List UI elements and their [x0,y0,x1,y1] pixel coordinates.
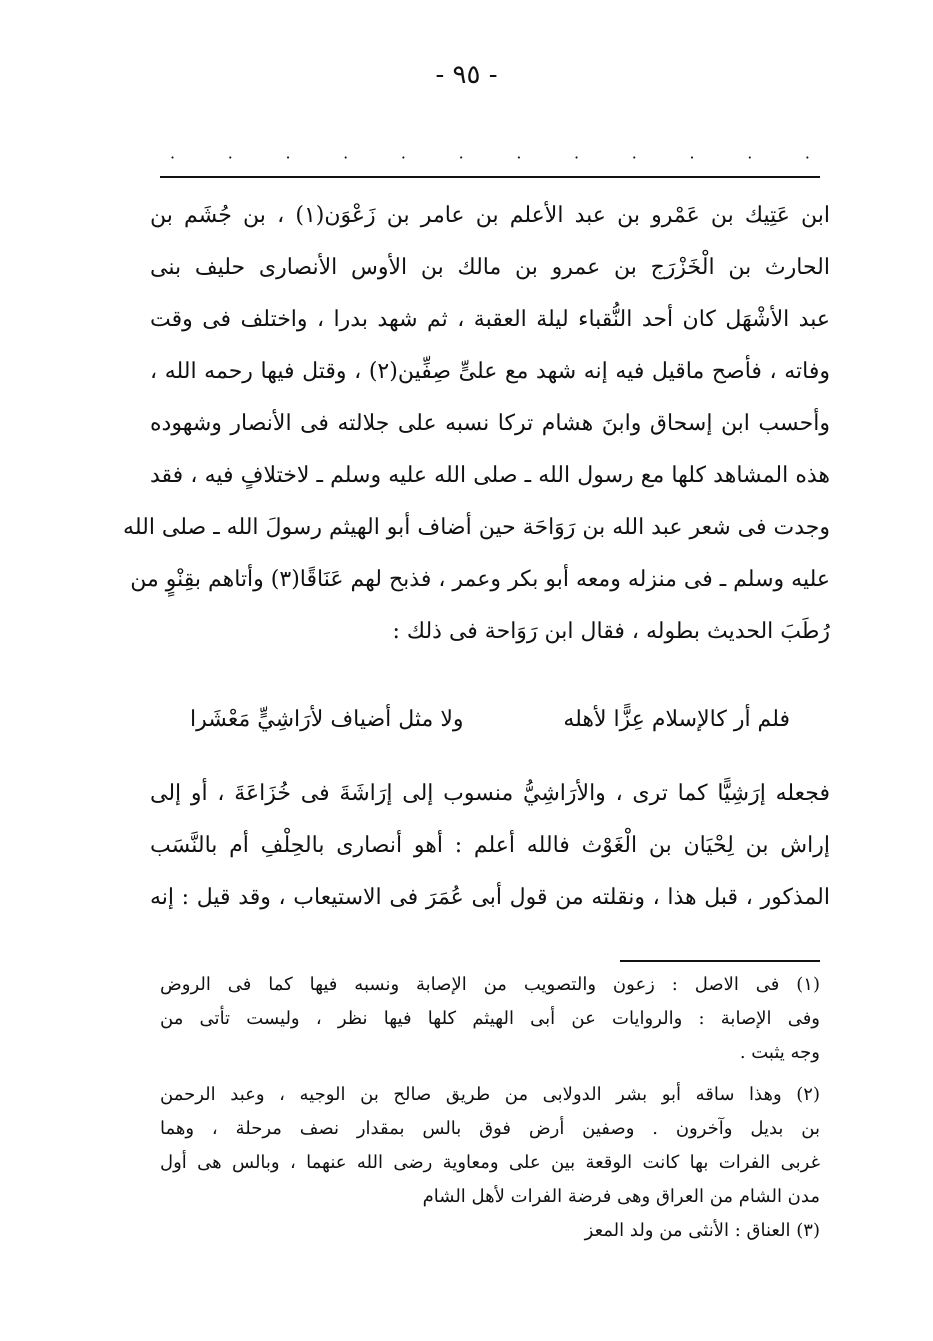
footnote-rule [620,960,820,962]
header-dot: · [170,148,176,167]
footnote-line: وجه يثبت . [739,1042,820,1063]
poetry-verse [190,695,790,745]
body-line: هذه المشاهد كلها مع رسول الله ـ صلى الله عليه وسلم ـ لاختلافٍ فيه ، فقد [150,463,830,488]
footnote-line: بن بديل وآخرون . وصفين أرض فوق بالس بمقدار نصف مرحلة ، وهما [160,1118,820,1139]
body-line: وجدت فى شعر عبد الله بن رَوَاحَة حين أضاف أبو الهيثم رسولَ الله ـ صلى الله [123,515,830,540]
footnotes [160,968,820,1248]
footnote-line: (٢) وهذا ساقه أبو بشر الدولابى من طريق صالح بن الوجيه ، وعبد الرحمن [160,1084,820,1105]
header-dot: · [804,148,810,167]
body-line: رُطَبَ الحديث بطوله ، فقال ابن رَوَاحة فى ذلك : [392,619,830,644]
body-line: وفاته ، فأصح ماقيل فيه إنه شهد مع علىٍّ صِفِّين(٢) ، وقتل فيها رحمه الله ، [150,359,830,384]
header-dots [170,150,810,166]
body-line: إراش بن لِحْيَان بن الْغَوْث فالله أعلم : أهو أنصارى بالحِلْفِ أم بالنَّسَب [150,833,830,858]
footnote-3 [160,1214,820,1248]
header-dot: · [689,148,695,167]
header-dot: · [574,148,580,167]
body-text [123,190,830,658]
header-dot: · [516,148,522,167]
body-line: عليه وسلم ـ فى منزله ومعه أبو بكر وعمر ، فذبح لهم عَنَاقًا(٣) وأتاهم بقِنْوٍ من [130,567,830,592]
header-dot: · [400,148,406,167]
header-dot: · [343,148,349,167]
header-dot: · [458,148,464,167]
body-line: عبد الأشْهَل كان أحد النُّقباء ليلة العقبة ، ثم شهد بدرا ، واختلف فى وقت [150,307,830,332]
body-line: الحارث بن الْخَزْرَج بن عمرو بن مالك بن الأوس الأنصارى حليف بنى [150,255,830,280]
header-rule [160,176,820,178]
footnote-line: (١) فى الاصل : زعون والتصويب من الإصابة ونسبه فيها كما فى الروض [160,974,820,995]
footnote-line: (٣) العناق : الأنثى من ولد المعز [584,1220,820,1241]
verse-first-hemistich: فلم أر كالإسلام عِزًّا لأهله [563,707,790,732]
header-dot: · [631,148,637,167]
verse-second-hemistich: ولا مثل أضياف لأرَاشِيٍّ مَعْشَرا [190,707,464,732]
body-text-continued [150,768,830,924]
body-line: وأحسب ابن إسحاق وابنَ هشام تركا نسبه على جلالته فى الأنصار وشهوده [150,411,830,436]
body-line: ابن عَتِيك بن عَمْرو بن عبد الأعلم بن عامر بن زَعْوَن(١) ، بن جُشَم بن [150,203,830,228]
footnote-2 [160,1078,820,1214]
body-line: فجعله إرَشِيًّا كما ترى ، والأرَاشِيُّ منسوب إلى إرَاشَةَ فى خُزَاعَةَ ، أو إلى [150,781,830,806]
body-line: المذكور ، قبل هذا ، ونقلته من قول أبى عُمَرَ فى الاستيعاب ، وقد قيل : إنه [150,885,830,910]
footnote-1 [160,968,820,1070]
footnote-line: غربى الفرات بها كانت الوقعة بين على ومعاوية رضى الله عنهما ، وبالس هى أول [160,1152,820,1173]
footnote-line: وفى الإصابة : والروايات عن أبى الهيثم كلها فيها نظر ، وليست تأتى من [160,1008,820,1029]
header-dot: · [227,148,233,167]
footnote-line: مدن الشام من العراق وهى فرضة الفرات لأهل الشام [422,1186,820,1207]
header-dot: · [285,148,291,167]
header-dot: · [747,148,753,167]
page-number: - ٩٥ - [435,60,498,90]
